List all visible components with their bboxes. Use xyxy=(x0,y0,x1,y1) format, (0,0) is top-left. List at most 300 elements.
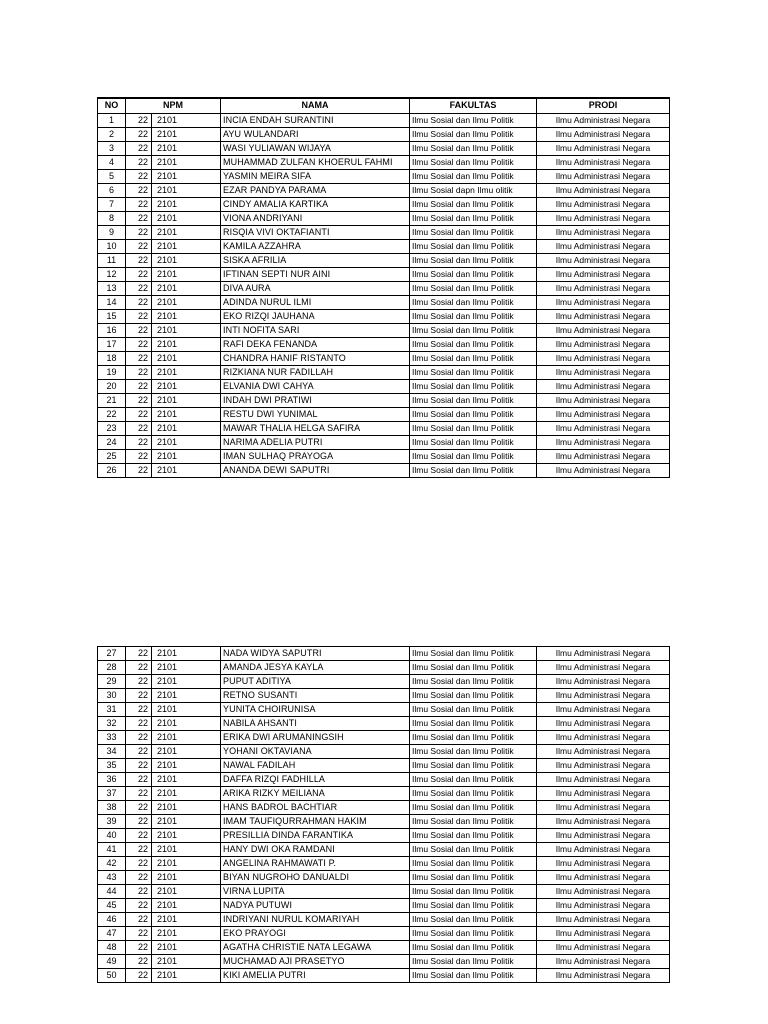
program-name: Ilmu Administrasi Negara xyxy=(537,661,670,675)
student-name: NAWAL FADILAH xyxy=(221,759,410,773)
program-name: Ilmu Administrasi Negara xyxy=(537,717,670,731)
npm-year: 22 xyxy=(126,379,152,393)
npm-code: 2101 xyxy=(152,941,221,955)
npm-year: 22 xyxy=(126,309,152,323)
npm-code: 2101 xyxy=(152,155,221,169)
row-number: 22 xyxy=(98,407,126,421)
student-name: SISKA AFRILIA xyxy=(221,253,410,267)
npm-year: 22 xyxy=(126,773,152,787)
npm-year: 22 xyxy=(126,295,152,309)
faculty-name: Ilmu Sosial dan Ilmu Politik xyxy=(410,955,537,969)
row-number: 28 xyxy=(98,661,126,675)
program-name: Ilmu Administrasi Negara xyxy=(537,421,670,435)
row-number: 47 xyxy=(98,927,126,941)
student-name: YASMIN MEIRA SIFA xyxy=(221,169,410,183)
faculty-name: Ilmu Sosial dan Ilmu Politik xyxy=(410,169,537,183)
npm-code: 2101 xyxy=(152,885,221,899)
table-row xyxy=(98,435,670,449)
npm-year: 22 xyxy=(126,197,152,211)
program-name: Ilmu Administrasi Negara xyxy=(537,463,670,477)
npm-year: 22 xyxy=(126,407,152,421)
npm-year: 22 xyxy=(126,351,152,365)
faculty-name: Ilmu Sosial dan Ilmu Politik xyxy=(410,941,537,955)
faculty-name: Ilmu Sosial dan Ilmu Politik xyxy=(410,703,537,717)
row-number: 14 xyxy=(98,295,126,309)
npm-year: 22 xyxy=(126,225,152,239)
npm-year: 22 xyxy=(126,253,152,267)
student-name: INCIA ENDAH SURANTINI xyxy=(221,113,410,127)
table-row xyxy=(98,407,670,421)
npm-code: 2101 xyxy=(152,183,221,197)
row-number: 44 xyxy=(98,885,126,899)
npm-code: 2101 xyxy=(152,717,221,731)
faculty-name: Ilmu Sosial dan Ilmu Politik xyxy=(410,211,537,225)
program-name: Ilmu Administrasi Negara xyxy=(537,351,670,365)
table-row xyxy=(98,281,670,295)
student-name: ANGELINA RAHMAWATI P. xyxy=(221,857,410,871)
student-name: RISQIA VIVI OKTAFIANTI xyxy=(221,225,410,239)
npm-code: 2101 xyxy=(152,871,221,885)
program-name: Ilmu Administrasi Negara xyxy=(537,871,670,885)
program-name: Ilmu Administrasi Negara xyxy=(537,141,670,155)
npm-year: 22 xyxy=(126,843,152,857)
student-name: AMANDA JESYA KAYLA xyxy=(221,661,410,675)
table-row xyxy=(98,197,670,211)
table-row xyxy=(98,955,670,969)
npm-code: 2101 xyxy=(152,337,221,351)
table-row xyxy=(98,717,670,731)
header-no: NO xyxy=(98,98,126,113)
faculty-name: Ilmu Sosial dan Ilmu Politik xyxy=(410,225,537,239)
row-number: 2 xyxy=(98,127,126,141)
table-row xyxy=(98,379,670,393)
faculty-name: Ilmu Sosial dapn Ilmu olitik xyxy=(410,183,537,197)
program-name: Ilmu Administrasi Negara xyxy=(537,759,670,773)
npm-year: 22 xyxy=(126,281,152,295)
row-number: 32 xyxy=(98,717,126,731)
npm-year: 22 xyxy=(126,955,152,969)
npm-year: 22 xyxy=(126,421,152,435)
npm-code: 2101 xyxy=(152,169,221,183)
table-row xyxy=(98,267,670,281)
npm-year: 22 xyxy=(126,927,152,941)
program-name: Ilmu Administrasi Negara xyxy=(537,843,670,857)
student-name: AGATHA CHRISTIE NATA LEGAWA xyxy=(221,941,410,955)
npm-code: 2101 xyxy=(152,843,221,857)
program-name: Ilmu Administrasi Negara xyxy=(537,267,670,281)
table-body xyxy=(98,113,670,477)
npm-year: 22 xyxy=(126,449,152,463)
row-number: 49 xyxy=(98,955,126,969)
table-row xyxy=(98,689,670,703)
program-name: Ilmu Administrasi Negara xyxy=(537,941,670,955)
faculty-name: Ilmu Sosial dan Ilmu Politik xyxy=(410,463,537,477)
npm-code: 2101 xyxy=(152,309,221,323)
npm-year: 22 xyxy=(126,169,152,183)
faculty-name: Ilmu Sosial dan Ilmu Politik xyxy=(410,857,537,871)
student-name: RETNO SUSANTI xyxy=(221,689,410,703)
row-number: 11 xyxy=(98,253,126,267)
row-number: 10 xyxy=(98,239,126,253)
npm-code: 2101 xyxy=(152,211,221,225)
faculty-name: Ilmu Sosial dan Ilmu Politik xyxy=(410,449,537,463)
student-name: RESTU DWI YUNIMAL xyxy=(221,407,410,421)
table-row xyxy=(98,421,670,435)
student-name: ANANDA DEWI SAPUTRI xyxy=(221,463,410,477)
table-row xyxy=(98,829,670,843)
npm-year: 22 xyxy=(126,661,152,675)
faculty-name: Ilmu Sosial dan Ilmu Politik xyxy=(410,899,537,913)
table-row xyxy=(98,113,670,127)
row-number: 38 xyxy=(98,801,126,815)
row-number: 36 xyxy=(98,773,126,787)
npm-year: 22 xyxy=(126,871,152,885)
npm-year: 22 xyxy=(126,885,152,899)
faculty-name: Ilmu Sosial dan Ilmu Politik xyxy=(410,365,537,379)
program-name: Ilmu Administrasi Negara xyxy=(537,703,670,717)
student-name: ARIKA RIZKY MEILIANA xyxy=(221,787,410,801)
faculty-name: Ilmu Sosial dan Ilmu Politik xyxy=(410,141,537,155)
npm-year: 22 xyxy=(126,731,152,745)
npm-code: 2101 xyxy=(152,829,221,843)
npm-year: 22 xyxy=(126,745,152,759)
student-table-page-1 xyxy=(97,97,670,478)
student-name: MAWAR THALIA HELGA SAFIRA xyxy=(221,421,410,435)
npm-year: 22 xyxy=(126,703,152,717)
program-name: Ilmu Administrasi Negara xyxy=(537,435,670,449)
npm-code: 2101 xyxy=(152,773,221,787)
npm-year: 22 xyxy=(126,759,152,773)
faculty-name: Ilmu Sosial dan Ilmu Politik xyxy=(410,829,537,843)
faculty-name: Ilmu Sosial dan Ilmu Politik xyxy=(410,351,537,365)
program-name: Ilmu Administrasi Negara xyxy=(537,295,670,309)
npm-year: 22 xyxy=(126,815,152,829)
npm-code: 2101 xyxy=(152,365,221,379)
table-row xyxy=(98,449,670,463)
student-name: HANS BADROL BACHTIAR xyxy=(221,801,410,815)
student-name: NARIMA ADELIA PUTRI xyxy=(221,435,410,449)
header-prodi: PRODI xyxy=(537,98,670,113)
faculty-name: Ilmu Sosial dan Ilmu Politik xyxy=(410,323,537,337)
student-name: HANY DWI OKA RAMDANI xyxy=(221,843,410,857)
row-number: 46 xyxy=(98,913,126,927)
row-number: 20 xyxy=(98,379,126,393)
faculty-name: Ilmu Sosial dan Ilmu Politik xyxy=(410,113,537,127)
npm-year: 22 xyxy=(126,941,152,955)
row-number: 1 xyxy=(98,113,126,127)
npm-code: 2101 xyxy=(152,745,221,759)
student-name: CHANDRA HANIF RISTANTO xyxy=(221,351,410,365)
student-name: NADA WIDYA SAPUTRI xyxy=(221,647,410,661)
row-number: 39 xyxy=(98,815,126,829)
table-row xyxy=(98,675,670,689)
npm-code: 2101 xyxy=(152,253,221,267)
npm-year: 22 xyxy=(126,675,152,689)
table-row xyxy=(98,927,670,941)
table-row xyxy=(98,225,670,239)
npm-year: 22 xyxy=(126,463,152,477)
program-name: Ilmu Administrasi Negara xyxy=(537,745,670,759)
program-name: Ilmu Administrasi Negara xyxy=(537,211,670,225)
row-number: 15 xyxy=(98,309,126,323)
table-row xyxy=(98,183,670,197)
row-number: 45 xyxy=(98,899,126,913)
program-name: Ilmu Administrasi Negara xyxy=(537,885,670,899)
student-name: NABILA AHSANTI xyxy=(221,717,410,731)
student-name: KAMILA AZZAHRA xyxy=(221,239,410,253)
faculty-name: Ilmu Sosial dan Ilmu Politik xyxy=(410,815,537,829)
student-name: YUNITA CHOIRUNISA xyxy=(221,703,410,717)
student-name: CINDY AMALIA KARTIKA xyxy=(221,197,410,211)
student-name: MUHAMMAD ZULFAN KHOERUL FAHMI xyxy=(221,155,410,169)
faculty-name: Ilmu Sosial dan Ilmu Politik xyxy=(410,647,537,661)
program-name: Ilmu Administrasi Negara xyxy=(537,253,670,267)
program-name: Ilmu Administrasi Negara xyxy=(537,815,670,829)
table-row xyxy=(98,463,670,477)
row-number: 9 xyxy=(98,225,126,239)
row-number: 24 xyxy=(98,435,126,449)
program-name: Ilmu Administrasi Negara xyxy=(537,239,670,253)
program-name: Ilmu Administrasi Negara xyxy=(537,323,670,337)
program-name: Ilmu Administrasi Negara xyxy=(537,337,670,351)
program-name: Ilmu Administrasi Negara xyxy=(537,927,670,941)
npm-code: 2101 xyxy=(152,927,221,941)
header-fakultas: FAKULTAS xyxy=(410,98,537,113)
faculty-name: Ilmu Sosial dan Ilmu Politik xyxy=(410,253,537,267)
npm-code: 2101 xyxy=(152,661,221,675)
faculty-name: Ilmu Sosial dan Ilmu Politik xyxy=(410,969,537,983)
table-row xyxy=(98,211,670,225)
npm-year: 22 xyxy=(126,899,152,913)
npm-code: 2101 xyxy=(152,393,221,407)
npm-code: 2101 xyxy=(152,913,221,927)
npm-code: 2101 xyxy=(152,351,221,365)
student-name: IFTINAN SEPTI NUR AINI xyxy=(221,267,410,281)
npm-code: 2101 xyxy=(152,787,221,801)
faculty-name: Ilmu Sosial dan Ilmu Politik xyxy=(410,661,537,675)
faculty-name: Ilmu Sosial dan Ilmu Politik xyxy=(410,155,537,169)
row-number: 5 xyxy=(98,169,126,183)
table-row xyxy=(98,773,670,787)
faculty-name: Ilmu Sosial dan Ilmu Politik xyxy=(410,787,537,801)
table-row xyxy=(98,661,670,675)
npm-code: 2101 xyxy=(152,731,221,745)
student-name: EKO PRAYOGI xyxy=(221,927,410,941)
npm-code: 2101 xyxy=(152,239,221,253)
npm-year: 22 xyxy=(126,141,152,155)
row-number: 19 xyxy=(98,365,126,379)
program-name: Ilmu Administrasi Negara xyxy=(537,857,670,871)
npm-year: 22 xyxy=(126,239,152,253)
table-row xyxy=(98,647,670,661)
faculty-name: Ilmu Sosial dan Ilmu Politik xyxy=(410,689,537,703)
npm-code: 2101 xyxy=(152,141,221,155)
npm-year: 22 xyxy=(126,183,152,197)
npm-code: 2101 xyxy=(152,815,221,829)
faculty-name: Ilmu Sosial dan Ilmu Politik xyxy=(410,871,537,885)
faculty-name: Ilmu Sosial dan Ilmu Politik xyxy=(410,127,537,141)
table-row xyxy=(98,801,670,815)
npm-code: 2101 xyxy=(152,323,221,337)
student-name: ERIKA DWI ARUMANINGSIH xyxy=(221,731,410,745)
table-row xyxy=(98,913,670,927)
faculty-name: Ilmu Sosial dan Ilmu Politik xyxy=(410,801,537,815)
row-number: 6 xyxy=(98,183,126,197)
npm-year: 22 xyxy=(126,155,152,169)
table-row xyxy=(98,309,670,323)
table-row xyxy=(98,253,670,267)
faculty-name: Ilmu Sosial dan Ilmu Politik xyxy=(410,675,537,689)
table-row xyxy=(98,969,670,983)
program-name: Ilmu Administrasi Negara xyxy=(537,731,670,745)
faculty-name: Ilmu Sosial dan Ilmu Politik xyxy=(410,239,537,253)
npm-year: 22 xyxy=(126,323,152,337)
row-number: 50 xyxy=(98,969,126,983)
npm-code: 2101 xyxy=(152,435,221,449)
npm-code: 2101 xyxy=(152,969,221,983)
faculty-name: Ilmu Sosial dan Ilmu Politik xyxy=(410,717,537,731)
student-name: WASI YULIAWAN WIJAYA xyxy=(221,141,410,155)
table-row xyxy=(98,239,670,253)
npm-year: 22 xyxy=(126,647,152,661)
npm-code: 2101 xyxy=(152,421,221,435)
program-name: Ilmu Administrasi Negara xyxy=(537,169,670,183)
student-name: NADYA PUTUWI xyxy=(221,899,410,913)
table-row xyxy=(98,885,670,899)
npm-year: 22 xyxy=(126,913,152,927)
student-name: VIONA ANDRIYANI xyxy=(221,211,410,225)
student-name: INTI NOFITA SARI xyxy=(221,323,410,337)
student-name: AYU WULANDARI xyxy=(221,127,410,141)
faculty-name: Ilmu Sosial dan Ilmu Politik xyxy=(410,393,537,407)
faculty-name: Ilmu Sosial dan Ilmu Politik xyxy=(410,913,537,927)
table-row xyxy=(98,169,670,183)
npm-code: 2101 xyxy=(152,759,221,773)
npm-code: 2101 xyxy=(152,197,221,211)
program-name: Ilmu Administrasi Negara xyxy=(537,899,670,913)
program-name: Ilmu Administrasi Negara xyxy=(537,689,670,703)
row-number: 26 xyxy=(98,463,126,477)
student-name: YOHANI OKTAVIANA xyxy=(221,745,410,759)
program-name: Ilmu Administrasi Negara xyxy=(537,407,670,421)
faculty-name: Ilmu Sosial dan Ilmu Politik xyxy=(410,927,537,941)
row-number: 37 xyxy=(98,787,126,801)
faculty-name: Ilmu Sosial dan Ilmu Politik xyxy=(410,407,537,421)
program-name: Ilmu Administrasi Negara xyxy=(537,183,670,197)
program-name: Ilmu Administrasi Negara xyxy=(537,449,670,463)
student-table-page-2 xyxy=(97,646,670,983)
program-name: Ilmu Administrasi Negara xyxy=(537,155,670,169)
npm-year: 22 xyxy=(126,829,152,843)
npm-year: 22 xyxy=(126,969,152,983)
row-number: 29 xyxy=(98,675,126,689)
npm-year: 22 xyxy=(126,801,152,815)
faculty-name: Ilmu Sosial dan Ilmu Politik xyxy=(410,759,537,773)
header-row xyxy=(98,98,670,113)
student-name: ADINDA NURUL ILMI xyxy=(221,295,410,309)
student-name: BIYAN NUGROHO DANUALDI xyxy=(221,871,410,885)
table-row xyxy=(98,941,670,955)
npm-year: 22 xyxy=(126,787,152,801)
faculty-name: Ilmu Sosial dan Ilmu Politik xyxy=(410,281,537,295)
table-row xyxy=(98,787,670,801)
faculty-name: Ilmu Sosial dan Ilmu Politik xyxy=(410,337,537,351)
npm-year: 22 xyxy=(126,857,152,871)
row-number: 33 xyxy=(98,731,126,745)
row-number: 8 xyxy=(98,211,126,225)
student-name: INDRIYANI NURUL KOMARIYAH xyxy=(221,913,410,927)
student-name: RIZKIANA NUR FADILLAH xyxy=(221,365,410,379)
faculty-name: Ilmu Sosial dan Ilmu Politik xyxy=(410,773,537,787)
program-name: Ilmu Administrasi Negara xyxy=(537,787,670,801)
student-name: KIKI AMELIA PUTRI xyxy=(221,969,410,983)
row-number: 43 xyxy=(98,871,126,885)
npm-year: 22 xyxy=(126,113,152,127)
program-name: Ilmu Administrasi Negara xyxy=(537,969,670,983)
table-row xyxy=(98,857,670,871)
program-name: Ilmu Administrasi Negara xyxy=(537,801,670,815)
npm-code: 2101 xyxy=(152,463,221,477)
student-name: PUPUT ADITIYA xyxy=(221,675,410,689)
program-name: Ilmu Administrasi Negara xyxy=(537,225,670,239)
student-name: IMAN SULHAQ PRAYOGA xyxy=(221,449,410,463)
faculty-name: Ilmu Sosial dan Ilmu Politik xyxy=(410,267,537,281)
faculty-name: Ilmu Sosial dan Ilmu Politik xyxy=(410,843,537,857)
program-name: Ilmu Administrasi Negara xyxy=(537,647,670,661)
faculty-name: Ilmu Sosial dan Ilmu Politik xyxy=(410,295,537,309)
row-number: 31 xyxy=(98,703,126,717)
program-name: Ilmu Administrasi Negara xyxy=(537,829,670,843)
student-name: ELVANIA DWI CAHYA xyxy=(221,379,410,393)
npm-code: 2101 xyxy=(152,379,221,393)
student-name: EKO RIZQI JAUHANA xyxy=(221,309,410,323)
program-name: Ilmu Administrasi Negara xyxy=(537,281,670,295)
student-name: PRESILLIA DINDA FARANTIKA xyxy=(221,829,410,843)
npm-year: 22 xyxy=(126,689,152,703)
student-name: INDAH DWI PRATIWI xyxy=(221,393,410,407)
faculty-name: Ilmu Sosial dan Ilmu Politik xyxy=(410,309,537,323)
row-number: 41 xyxy=(98,843,126,857)
row-number: 30 xyxy=(98,689,126,703)
row-number: 13 xyxy=(98,281,126,295)
faculty-name: Ilmu Sosial dan Ilmu Politik xyxy=(410,885,537,899)
program-name: Ilmu Administrasi Negara xyxy=(537,913,670,927)
npm-code: 2101 xyxy=(152,113,221,127)
table-row xyxy=(98,155,670,169)
program-name: Ilmu Administrasi Negara xyxy=(537,955,670,969)
table-row xyxy=(98,815,670,829)
program-name: Ilmu Administrasi Negara xyxy=(537,309,670,323)
faculty-name: Ilmu Sosial dan Ilmu Politik xyxy=(410,731,537,745)
table-row xyxy=(98,759,670,773)
program-name: Ilmu Administrasi Negara xyxy=(537,675,670,689)
student-name: VIRNA LUPITA xyxy=(221,885,410,899)
table-row xyxy=(98,127,670,141)
header-nama: NAMA xyxy=(221,98,410,113)
npm-code: 2101 xyxy=(152,407,221,421)
program-name: Ilmu Administrasi Negara xyxy=(537,365,670,379)
table-row xyxy=(98,899,670,913)
header-npm: NPM xyxy=(126,98,221,113)
table-row xyxy=(98,365,670,379)
program-name: Ilmu Administrasi Negara xyxy=(537,127,670,141)
npm-code: 2101 xyxy=(152,703,221,717)
row-number: 23 xyxy=(98,421,126,435)
npm-code: 2101 xyxy=(152,267,221,281)
table-row xyxy=(98,323,670,337)
student-name: DIVA AURA xyxy=(221,281,410,295)
row-number: 48 xyxy=(98,941,126,955)
